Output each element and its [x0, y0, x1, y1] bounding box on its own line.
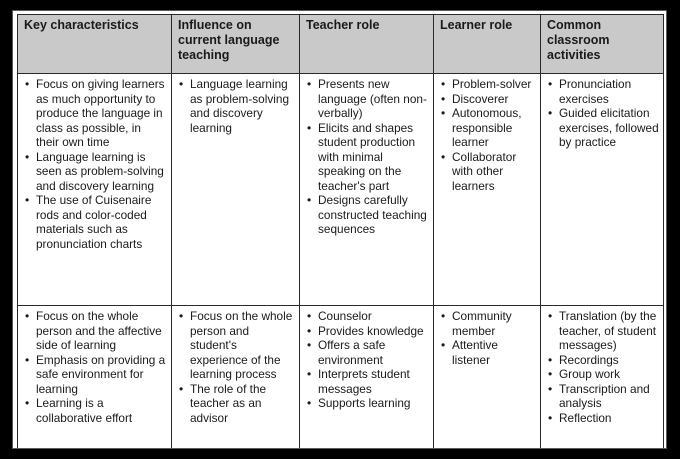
list-item: • Interprets student messages	[318, 367, 429, 396]
list-item: • Counselor	[318, 309, 429, 324]
bullet-list	[22, 309, 167, 425]
bullet-list	[545, 309, 659, 425]
cell-teacher-role	[300, 74, 434, 306]
list-item: • Supports learning	[318, 396, 429, 411]
header-key-characteristics: Key characteristics	[18, 15, 172, 74]
list-item: • Focus on giving learners as much opportunity to produce the language in class as possible, in their own time	[36, 77, 167, 150]
list-item: • Focus on the whole person and the affective side of learning	[36, 309, 167, 353]
list-item: • Designs carefully constructed teaching sequences	[318, 193, 429, 237]
bullet-list	[438, 77, 536, 193]
list-item: • Reflection	[559, 411, 659, 426]
list-item: • Community member	[452, 309, 536, 338]
cell-influence	[172, 306, 300, 450]
header-row	[18, 15, 664, 74]
cell-learner-role	[434, 306, 541, 450]
list-item: • Collaborator with other learners	[452, 150, 536, 194]
list-item: • Problem-solver	[452, 77, 536, 92]
bullet-list	[22, 77, 167, 251]
list-item: • Guided elicitation exercises, followed by practice	[559, 106, 659, 150]
list-item: • Language learning is seen as problem-solving and discovery learning	[36, 150, 167, 194]
list-item: • The role of the teacher as an advisor	[190, 382, 295, 426]
list-item: • Elicits and shapes student production with minimal speaking on the teacher's part	[318, 121, 429, 194]
list-item: • Attentive listener	[452, 338, 536, 367]
methods-table	[17, 14, 664, 449]
list-item: • Presents new language (often non-verbally)	[318, 77, 429, 121]
table-frame	[12, 10, 667, 449]
list-item: • Discoverer	[452, 92, 536, 107]
bullet-list	[176, 77, 295, 135]
cell-key-characteristics	[18, 306, 172, 450]
header-classroom-activities: Common classroom activities	[541, 15, 664, 74]
bullet-list	[304, 309, 429, 411]
header-teacher-role: Teacher role	[300, 15, 434, 74]
list-item: • The use of Cuisenaire rods and color-coded materials such as pronunciation charts	[36, 193, 167, 251]
table-row	[18, 74, 664, 306]
cell-teacher-role	[300, 306, 434, 450]
cell-key-characteristics	[18, 74, 172, 306]
list-item: • Emphasis on providing a safe environment for learning	[36, 353, 167, 397]
list-item: • Learning is a collaborative effort	[36, 396, 167, 425]
list-item: • Recordings	[559, 353, 659, 368]
table-row	[18, 306, 664, 450]
header-learner-role: Learner role	[434, 15, 541, 74]
cell-learner-role	[434, 74, 541, 306]
list-item: • Offers a safe environment	[318, 338, 429, 367]
cell-influence	[172, 74, 300, 306]
list-item: • Translation (by the teacher, of student messages)	[559, 309, 659, 353]
list-item: • Focus on the whole person and student's experience of the learning process	[190, 309, 295, 382]
list-item: • Language learning as problem-solving and discovery learning	[190, 77, 295, 135]
header-influence: Influence on current language teaching	[172, 15, 300, 74]
cell-classroom-activities	[541, 74, 664, 306]
list-item: • Autonomous, responsible learner	[452, 106, 536, 150]
bullet-list	[176, 309, 295, 425]
bullet-list	[438, 309, 536, 367]
bullet-list	[545, 77, 659, 150]
list-item: • Provides knowledge	[318, 324, 429, 339]
bullet-list	[304, 77, 429, 237]
list-item: • Group work	[559, 367, 659, 382]
cell-classroom-activities	[541, 306, 664, 450]
list-item: • Transcription and analysis	[559, 382, 659, 411]
list-item: • Pronunciation exercises	[559, 77, 659, 106]
